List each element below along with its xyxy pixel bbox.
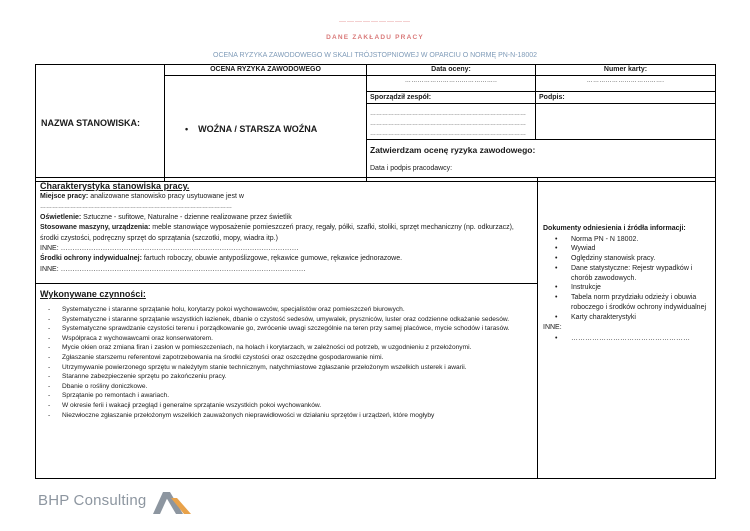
nazwa-stanowiska-label: NAZWA STANOWISKA: bbox=[36, 65, 165, 182]
numer-karty-value: ………………………………. bbox=[536, 76, 716, 92]
dokument-item: • Dane statystyczne: Rejestr wypadków i chorób zawodowych. bbox=[543, 264, 711, 284]
maszyny-text: meble stanowiące wyposażenie pomieszczeń pracy, regały, półki, szafki, stoliki, sprzęt mechaniczny (np. odkurzacz), środki czystości, podręczny sprzęt do sprzątania (szczotki, mopy, wiadra itp.) bbox=[40, 224, 514, 242]
czynnosci-title: Wykonywane czynności: bbox=[40, 289, 146, 299]
dokumenty-inne-label: INNE: bbox=[543, 323, 562, 331]
details-table bbox=[35, 177, 716, 479]
bhp-consulting-logo bbox=[38, 486, 208, 516]
company-data-title: DANE ZAKŁADU PRACY bbox=[326, 34, 424, 41]
data-oceny-value: …………………………………….. bbox=[367, 76, 536, 92]
charakterystyka-title: Charakterystyka stanowiska pracy. bbox=[40, 181, 190, 191]
czynnosc-item: - Dbanie o rośliny doniczkowe. bbox=[40, 382, 534, 392]
zespol-dots-line: …………………………………………………………………… bbox=[370, 131, 526, 137]
numer-karty-header: Numer karty: bbox=[536, 65, 716, 76]
oswietlenie-text: Sztuczne - sufitowe, Naturalne - dzienne realizowane przez świetlik bbox=[81, 213, 292, 221]
czynnosc-item: - Utrzymywanie powierzonego sprzętu w należytym stanie technicznym, natychmiastowe zgłaszanie przełożonym wszelkich usterek i awarii. bbox=[40, 363, 534, 373]
czynnosci-list bbox=[40, 305, 534, 420]
czynnosc-item: - Niezwłoczne zgłaszanie przełożonym wszelkich zauważonych nieprawidłowości w działaniu sprzętów i urządzeń, które mogłyby bbox=[40, 411, 534, 421]
document-subtitle: OCENA RYZYKA ZAWODOWEGO W SKALI TRÓJSTOPNIOWEJ W OPARCIU O NORMĘ PN-N-18002 bbox=[213, 52, 537, 59]
dokument-item: • Oględziny stanowisk pracy. bbox=[543, 254, 711, 264]
inne-line: INNE: ………………………………………………………………………………………… bbox=[40, 245, 299, 253]
dokument-item: • Instrukcje bbox=[543, 283, 711, 293]
czynnosc-item: - Systematyczne i staranne sprzątanie wszystkich łazienek, dbanie o czystość sedesów, umywalek, pryszniców, luster oraz codzienne odkażanie sedesów. bbox=[40, 315, 534, 325]
maszyny-label: Stosowane maszyny, urządzenia: bbox=[40, 224, 151, 232]
miejsce-dots: …………………………………………………………………………………… bbox=[40, 204, 232, 211]
header-dash-line: ————————— bbox=[339, 18, 411, 25]
dokumenty-title: Dokumenty odniesienia i źródła informacji: bbox=[543, 225, 686, 232]
dokumenty-inne-list bbox=[543, 334, 711, 344]
stanowisko-name: WOŹNA / STARSZA WOŹNA bbox=[198, 123, 318, 134]
ochrona-label: Środki ochrony indywidualnej: bbox=[40, 255, 142, 263]
dokumenty-cell bbox=[538, 178, 716, 479]
czynnosc-item: - W okresie ferii i wakacji przegląd i generalne sprzątanie wszystkich pokoi wychowanków. bbox=[40, 401, 534, 411]
oswietlenie-label: Oświetlenie: bbox=[40, 213, 82, 221]
logo-chevron-icon bbox=[153, 488, 195, 514]
czynnosc-item: - Zgłaszanie starszemu referentowi zapotrzebowania na środki czystości oraz oszczędne gospodarowanie nimi. bbox=[40, 353, 534, 363]
czynnosc-item: - Staranne zabezpieczenie sprzętu po zakończeniu pracy. bbox=[40, 372, 534, 382]
dokument-item: • Karty charakterystyki bbox=[543, 313, 711, 323]
stanowisko-name-cell bbox=[165, 76, 367, 182]
dokument-item: • Norma PN - N 18002. bbox=[543, 235, 711, 245]
zespol-dots-line: …………………………………………………………………… bbox=[370, 121, 526, 127]
inne-line: INNE: …………………………………………………………………………………………… bbox=[40, 265, 306, 273]
zatwierdzam-cell bbox=[367, 140, 716, 182]
zatwierdzam-heading: Zatwierdzam ocenę ryzyka zawodowego: bbox=[370, 145, 536, 155]
czynnosci-cell bbox=[36, 284, 538, 479]
ochrona-text: fartuch roboczy, obuwie antypoślizgowe, rękawice gumowe, rękawice jednorazowe. bbox=[141, 255, 403, 263]
czynnosc-item: - Mycie okien oraz zmiana firan i zasłon w pomieszczeniach, na holach i korytarzach, w zależności od potrzeb, w uzgodnieniu z przełożonymi. bbox=[40, 343, 534, 353]
dokument-item: • Wywiad bbox=[543, 244, 711, 254]
logo-text: BHP Consulting bbox=[38, 492, 147, 509]
bullet-icon: • bbox=[185, 123, 189, 134]
czynnosc-item: - Systematyczne sprawdzanie czystości terenu i porządkowanie go, zwrócenie uwagi szczególnie na teren przy samej placówce, mycie schodów i tarasów. bbox=[40, 324, 534, 334]
zespol-label: Sporządził zespół: bbox=[367, 92, 536, 104]
miejsce-text: analizowane stanowisko pracy usytuowane jest w bbox=[88, 193, 244, 200]
dokument-item: • Tabela norm przydziału odzieży i obuwia roboczego i środków ochrony indywidualnej bbox=[543, 293, 711, 313]
podpis-label: Podpis: bbox=[536, 92, 716, 104]
data-oceny-header: Data oceny: bbox=[367, 65, 536, 76]
miejsce-label: Miejsce pracy: bbox=[40, 193, 89, 200]
czynnosc-item: - Sprzątanie po remontach i awariach. bbox=[40, 391, 534, 401]
header-table bbox=[35, 64, 716, 182]
zespol-dots-cell bbox=[367, 104, 536, 140]
czynnosc-item: - Współpraca z wychowawcami oraz konserwatorem. bbox=[40, 334, 534, 344]
podpis-cell bbox=[536, 104, 716, 140]
czynnosc-item: - Systematyczne i staranne sprzątanie holu, korytarzy pokoi wychowawców, specjalistów oraz pomieszczeń biurowych. bbox=[40, 305, 534, 315]
ocena-ryzyka-header: OCENA RYZYKA ZAWODOWEGO bbox=[165, 65, 367, 76]
data-podpis-label: Data i podpis pracodawcy: bbox=[370, 165, 453, 172]
zespol-dots-line: …………………………………………………………………… bbox=[370, 111, 526, 117]
dokumenty-inne-dots: • …………………………………………… bbox=[543, 334, 711, 344]
dokumenty-list bbox=[543, 235, 711, 323]
charakterystyka-cell bbox=[36, 178, 538, 284]
